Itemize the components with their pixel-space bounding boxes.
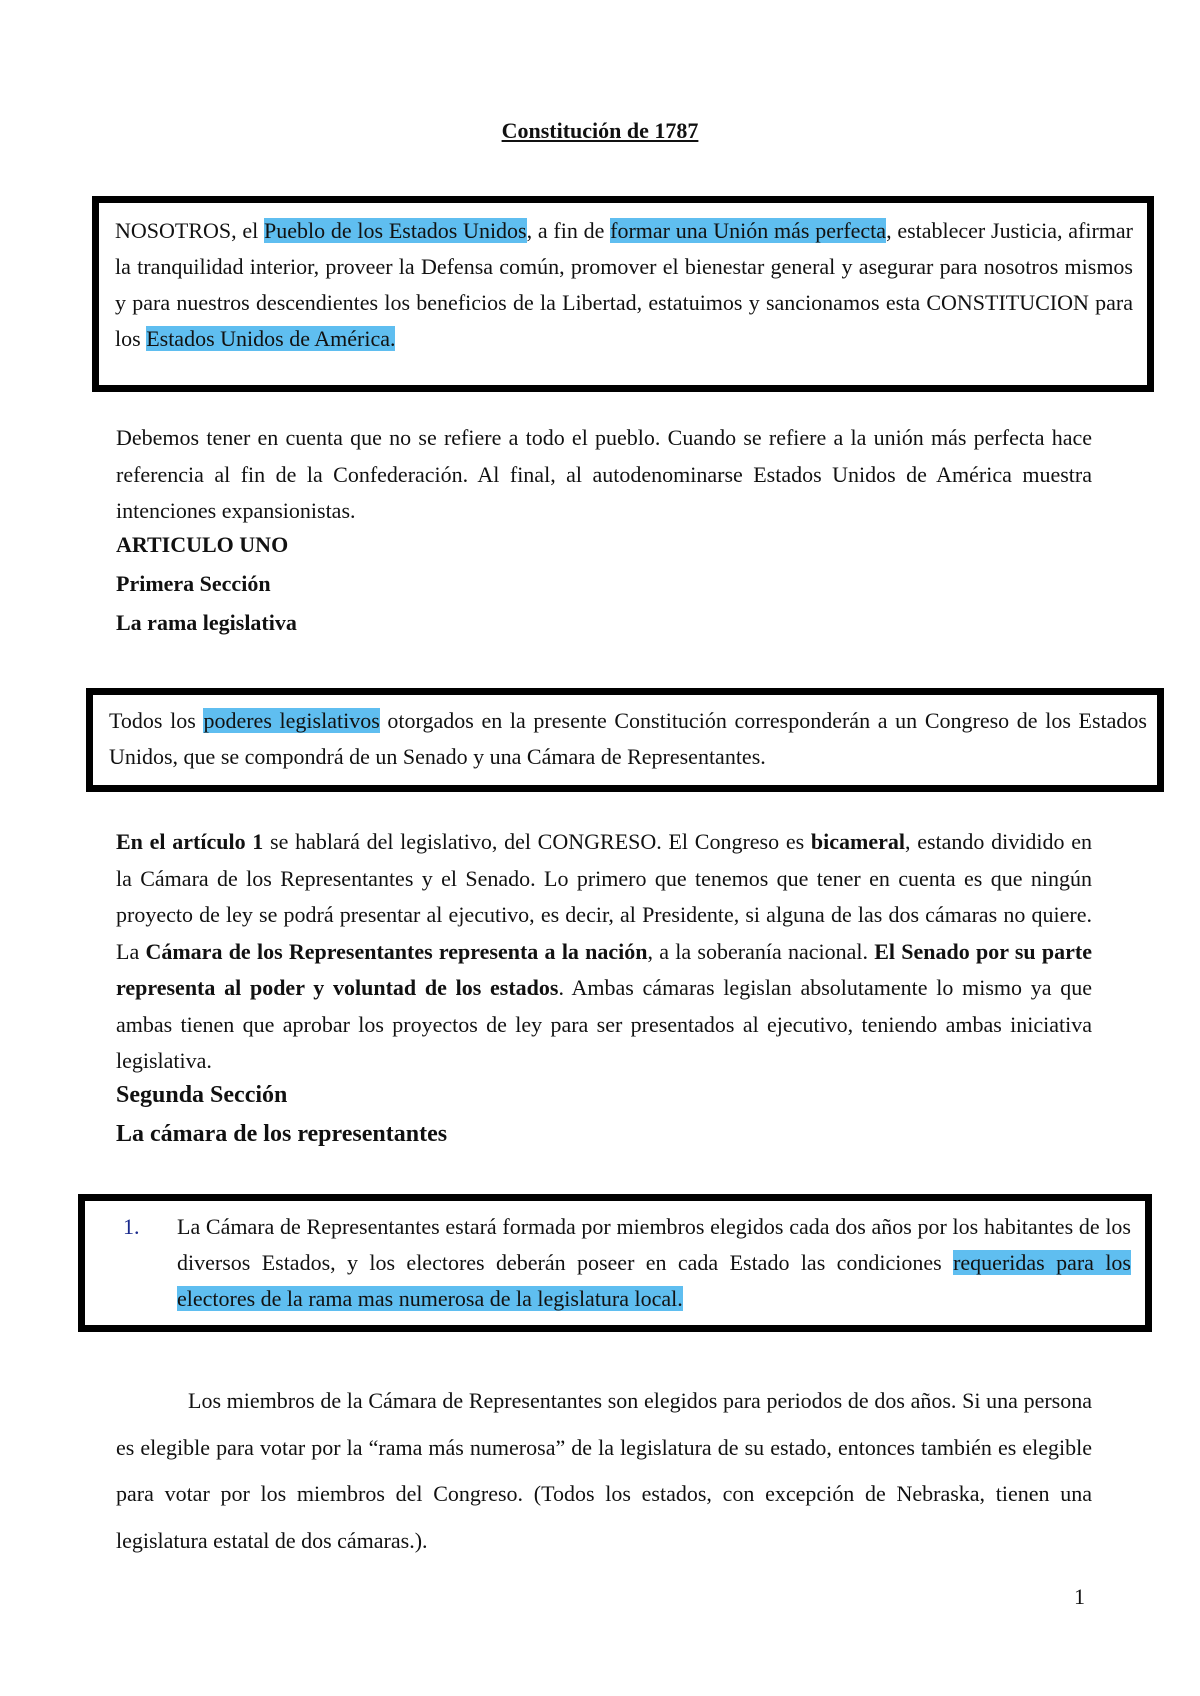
preamble-quote-box bbox=[92, 196, 1154, 392]
preamble-text: , a fin de bbox=[526, 218, 611, 243]
comment-paragraph: Debemos tener en cuenta que no se refiere a todo el pueblo. Cuando se refiere a la unión más perfecta hace referencia al fin de la Confederación. Al final, al autodenominarse Estados Unidos de América muestra intenciones expansionistas. bbox=[116, 425, 1092, 523]
page-number: 1 bbox=[1074, 1584, 1085, 1609]
legislative-quote-box bbox=[86, 688, 1164, 792]
preamble-text: , establecer Justicia, afirmar la tranquilidad interior, proveer la Defensa común, promover el bienestar general y asegurar para nosotros mismos y para nuestros descendientes los beneficios de la Libertad, estatuimos y sancionamos esta CONSTITUCION para los bbox=[115, 218, 1133, 351]
body-text: . Ambas cámaras legislan absolutamente lo mismo ya que ambas tienen que aprobar los proyectos de ley para ser presentados al ejecutivo, teniendo ambas iniciativa legislativa. bbox=[116, 975, 1092, 1073]
preamble-text: NOSOTROS, el bbox=[115, 218, 265, 243]
highlight-requeridas: requeridas para los electores de la rama mas numerosa de la legislatura local. bbox=[177, 1250, 1131, 1311]
bold-text: En el artículo 1 bbox=[116, 829, 264, 854]
quote-text: La Cámara de Representantes estará formada por miembros elegidos cada dos años por los habitantes de los diversos Estados, y los electores deberán poseer en cada Estado las condiciones bbox=[177, 1214, 1131, 1275]
highlight-union: formar una Unión más perfecta bbox=[610, 218, 887, 243]
highlight-poderes: poderes legislativos bbox=[203, 708, 380, 733]
bold-text: bicameral bbox=[810, 829, 905, 854]
section-heading: Segunda Sección bbox=[116, 1082, 288, 1108]
bold-text: El Senado por su parte representa al poder y voluntad de los estados bbox=[116, 938, 1093, 1000]
document-title: Constitución de 1787 bbox=[501, 118, 699, 143]
quote-text: otorgados en la presente Constitución corresponderán a un Congreso de los Estados Unidos, que se compondrá de un Senado y una Cámara de Representantes. bbox=[109, 708, 1147, 769]
comment-paragraph bbox=[116, 1378, 1092, 1564]
subsection-heading: La rama legislativa bbox=[116, 610, 297, 635]
highlight-pueblo: Pueblo de los Estados Unidos bbox=[264, 218, 527, 243]
list-item bbox=[85, 1209, 1131, 1317]
article-heading: ARTICULO UNO bbox=[116, 532, 289, 557]
section-heading: Primera Sección bbox=[116, 571, 271, 596]
body-text: se hablará del legislativo, del CONGRESO. El Congreso es bbox=[263, 829, 811, 854]
bold-text: Cámara de los Representantes representa a la nación bbox=[145, 938, 648, 964]
representatives-quote-box bbox=[78, 1194, 1152, 1332]
list-number: 1. bbox=[123, 1214, 140, 1239]
highlight-estados-unidos: Estados Unidos de América. bbox=[146, 326, 396, 351]
body-text: Los miembros de la Cámara de Representantes son elegidos para periodos de dos años. Si una persona es elegible para votar por la “rama más numerosa” de la legislatura de su estado, entonces también es elegible para votar por los miembros del Congreso. (Todos los estados, con excepción de Nebraska, tienen una legislatura estatal de dos cámaras.). bbox=[116, 1388, 1092, 1553]
subsection-heading: La cámara de los representantes bbox=[116, 1121, 448, 1147]
comment-paragraph bbox=[116, 824, 1092, 1080]
quote-text: Todos los bbox=[109, 708, 204, 733]
body-text: , estando dividido en la Cámara de los Representantes y el Senado. Lo primero que tenemos que tener en cuenta es que ningún proyecto de ley se podrá presentar al ejecutivo, es decir, al Presidente, si alguna de las dos cámaras no quiere. La bbox=[116, 829, 1092, 964]
body-text: , a la soberanía nacional. bbox=[647, 938, 875, 964]
